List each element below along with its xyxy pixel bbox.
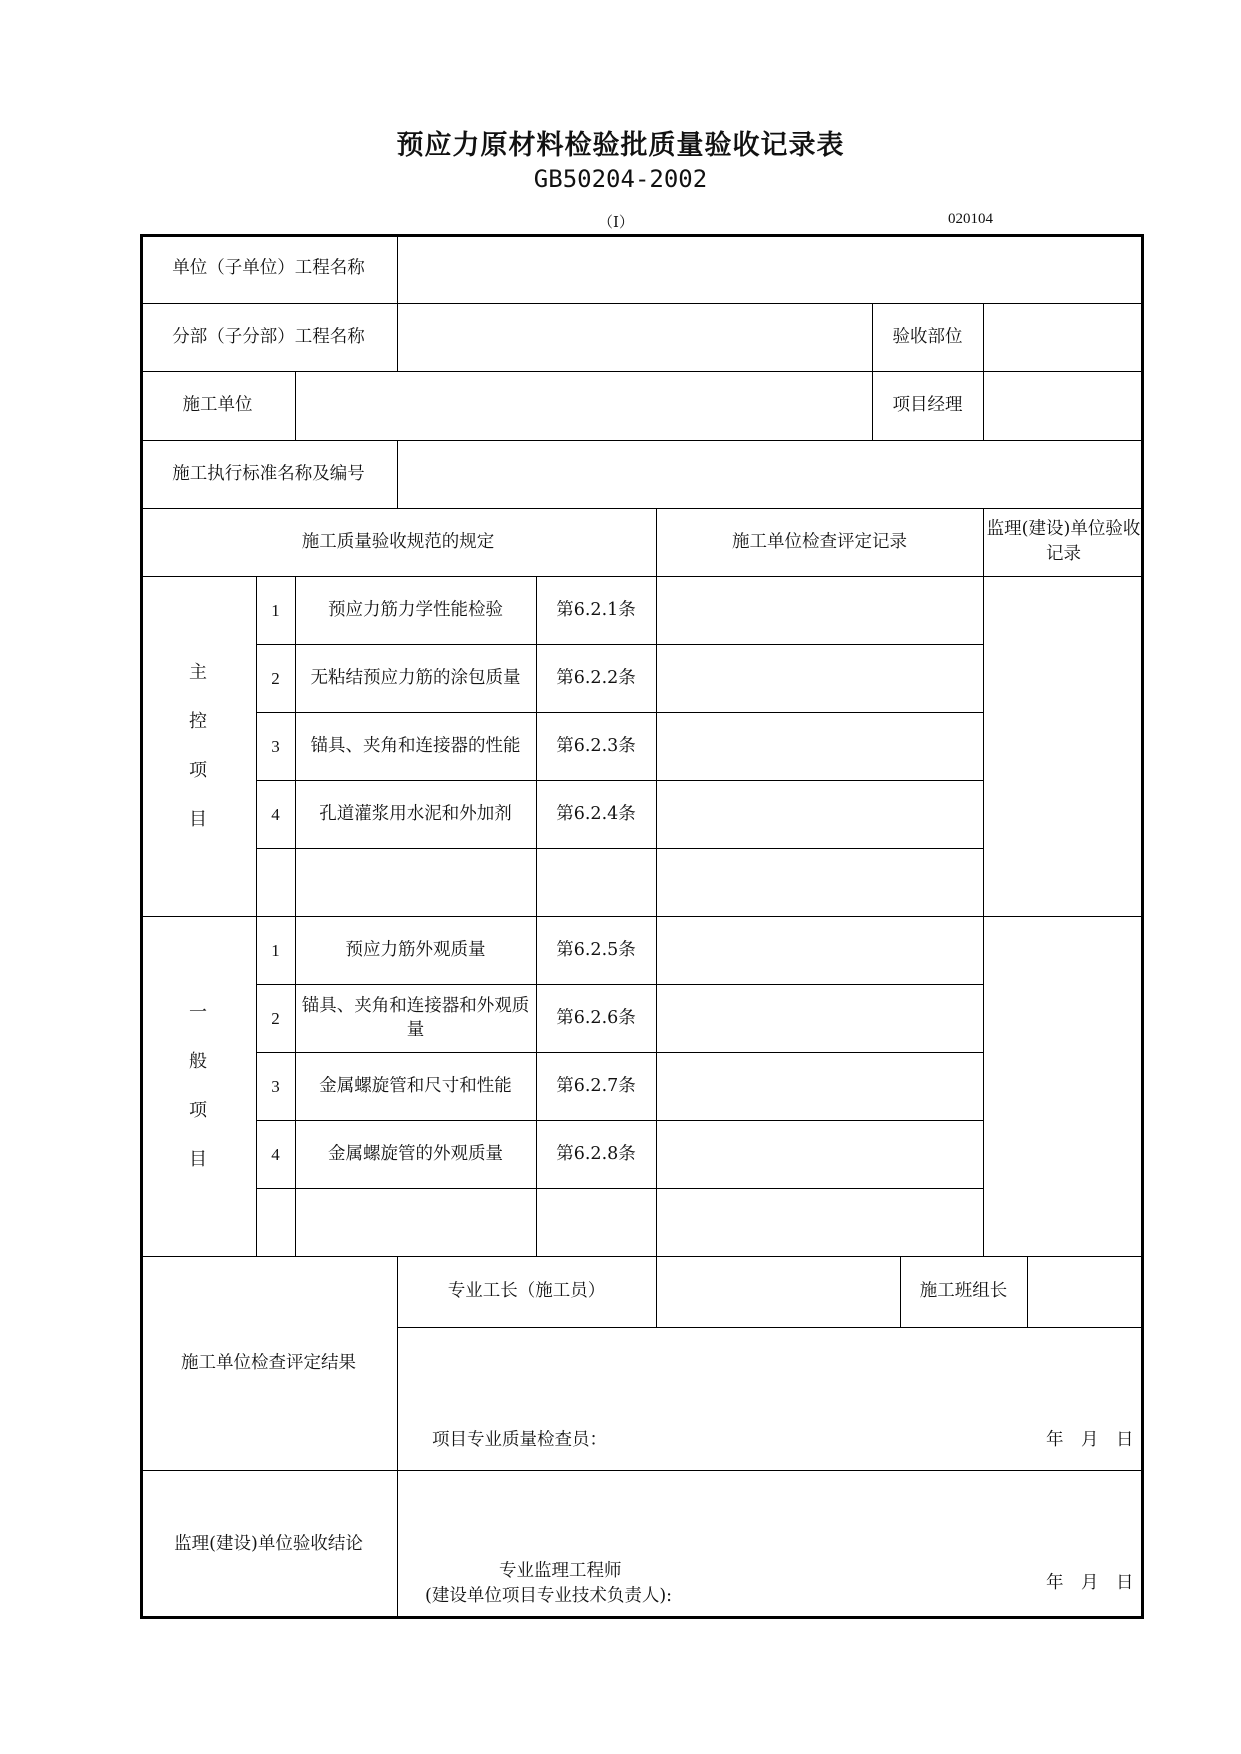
general-item-clause: 第6.2.5条: [556, 939, 636, 960]
main-control-char: 项: [189, 760, 207, 781]
main-control-char: 目: [189, 809, 207, 830]
standard-name-field[interactable]: [397, 440, 1144, 508]
main-item-clause: 第6.2.3条: [556, 735, 636, 756]
general-item-record-field[interactable]: [656, 1052, 983, 1120]
main-control-label: [140, 576, 256, 916]
supervision-record-column-header: 监理(建设)单位验收记录: [986, 519, 1141, 564]
main-item-name: 孔道灌浆用水泥和外加剂: [319, 803, 512, 824]
sub-project-name-label: 分部（子分部）工程名称: [172, 326, 365, 347]
main-item-number: 3: [271, 736, 280, 756]
acceptance-part-label: 验收部位: [892, 326, 963, 347]
general-item-record-field[interactable]: [656, 1120, 983, 1188]
general-item-number: 2: [271, 1008, 280, 1028]
general-item-record-field[interactable]: [656, 984, 983, 1052]
main-item-name: 无粘结预应力筋的涂包质量: [310, 667, 521, 688]
foreman-field[interactable]: [656, 1256, 900, 1327]
general-item-clause: 第6.2.8条: [556, 1143, 636, 1164]
main-control-char: 控: [189, 711, 207, 732]
grid-line: [256, 1188, 983, 1189]
construction-result-field[interactable]: [397, 1327, 1144, 1427]
general-char: 般: [189, 1051, 207, 1072]
supervision-conclusion-date: 年 月 日: [1046, 1573, 1134, 1593]
check-record-column-header: 施工单位检查评定记录: [732, 531, 907, 552]
sub-project-name-field[interactable]: [397, 303, 872, 371]
main-item-number: 4: [271, 804, 280, 824]
team-leader-label: 施工班组长: [919, 1281, 1008, 1301]
main-item-name: 锚具、夹角和连接器的性能: [310, 735, 521, 756]
general-supervision-record-field[interactable]: [983, 916, 1144, 1256]
main-item-record-field[interactable]: [656, 780, 983, 848]
team-leader-field[interactable]: [1027, 1256, 1144, 1327]
general-item-number: 1: [271, 940, 280, 960]
grid-line: [256, 848, 983, 849]
standard-code: GB50204-2002: [533, 165, 708, 193]
general-item-clause: 第6.2.7条: [556, 1075, 636, 1096]
construction-result-label: 施工单位检查评定结果: [181, 1352, 356, 1373]
supervision-engineer-label-line2: (建设单位项目专业技术负责人):: [425, 1586, 673, 1606]
unit-project-name-field[interactable]: [397, 234, 1144, 303]
main-item-name: 预应力筋力学性能检验: [328, 599, 503, 620]
general-item-name: 金属螺旋管和尺寸和性能: [319, 1075, 512, 1096]
project-manager-field[interactable]: [983, 371, 1144, 440]
general-char: 目: [189, 1149, 207, 1170]
main-item-clause: 第6.2.4条: [556, 803, 636, 824]
project-manager-label: 项目经理: [892, 395, 963, 415]
main-control-char: 主: [189, 662, 207, 683]
general-char: 一: [189, 1002, 207, 1023]
general-item-name: 金属螺旋管的外观质量: [328, 1143, 503, 1164]
main-item-record-field[interactable]: [656, 644, 983, 712]
part-number: （Ⅰ）: [598, 213, 634, 231]
main-item-record-field[interactable]: [656, 712, 983, 780]
general-items-label: [140, 916, 256, 1256]
main-item-number: 1: [271, 600, 280, 620]
general-item-number: 3: [271, 1076, 280, 1096]
construction-unit-label: 施工单位: [182, 395, 253, 415]
main-item-number: 2: [271, 668, 280, 688]
general-item-name: 预应力筋外观质量: [345, 939, 486, 960]
general-item-number: 4: [271, 1144, 280, 1164]
construction-result-date: 年 月 日: [1046, 1430, 1134, 1450]
form-code: 020104: [948, 211, 993, 227]
main-item-record-field[interactable]: [656, 576, 983, 644]
supervision-conclusion-label: 监理(建设)单位验收结论: [174, 1534, 363, 1554]
acceptance-part-field[interactable]: [983, 303, 1144, 371]
unit-project-name-label: 单位（子单位）工程名称: [172, 258, 365, 278]
main-supervision-record-field[interactable]: [983, 576, 1144, 916]
general-char: 项: [189, 1100, 207, 1121]
supervision-conclusion-field[interactable]: [397, 1470, 1144, 1560]
construction-unit-field[interactable]: [295, 371, 872, 440]
spec-column-header: 施工质量验收规范的规定: [301, 531, 495, 552]
general-item-name: 锚具、夹角和连接器和外观质量: [301, 996, 530, 1040]
foreman-label: 专业工长（施工员）: [447, 1281, 606, 1301]
supervision-engineer-label: 专业监理工程师: [499, 1561, 622, 1581]
general-item-record-field[interactable]: [656, 916, 983, 984]
quality-inspector-label: 项目专业质量检查员：: [432, 1430, 607, 1450]
form-title: 预应力原材料检验批质量验收记录表: [396, 130, 845, 161]
main-item-clause: 第6.2.2条: [556, 667, 636, 688]
general-item-clause: 第6.2.6条: [556, 1007, 636, 1028]
main-item-clause: 第6.2.1条: [556, 599, 636, 620]
standard-name-label: 施工执行标准名称及编号: [172, 463, 365, 484]
